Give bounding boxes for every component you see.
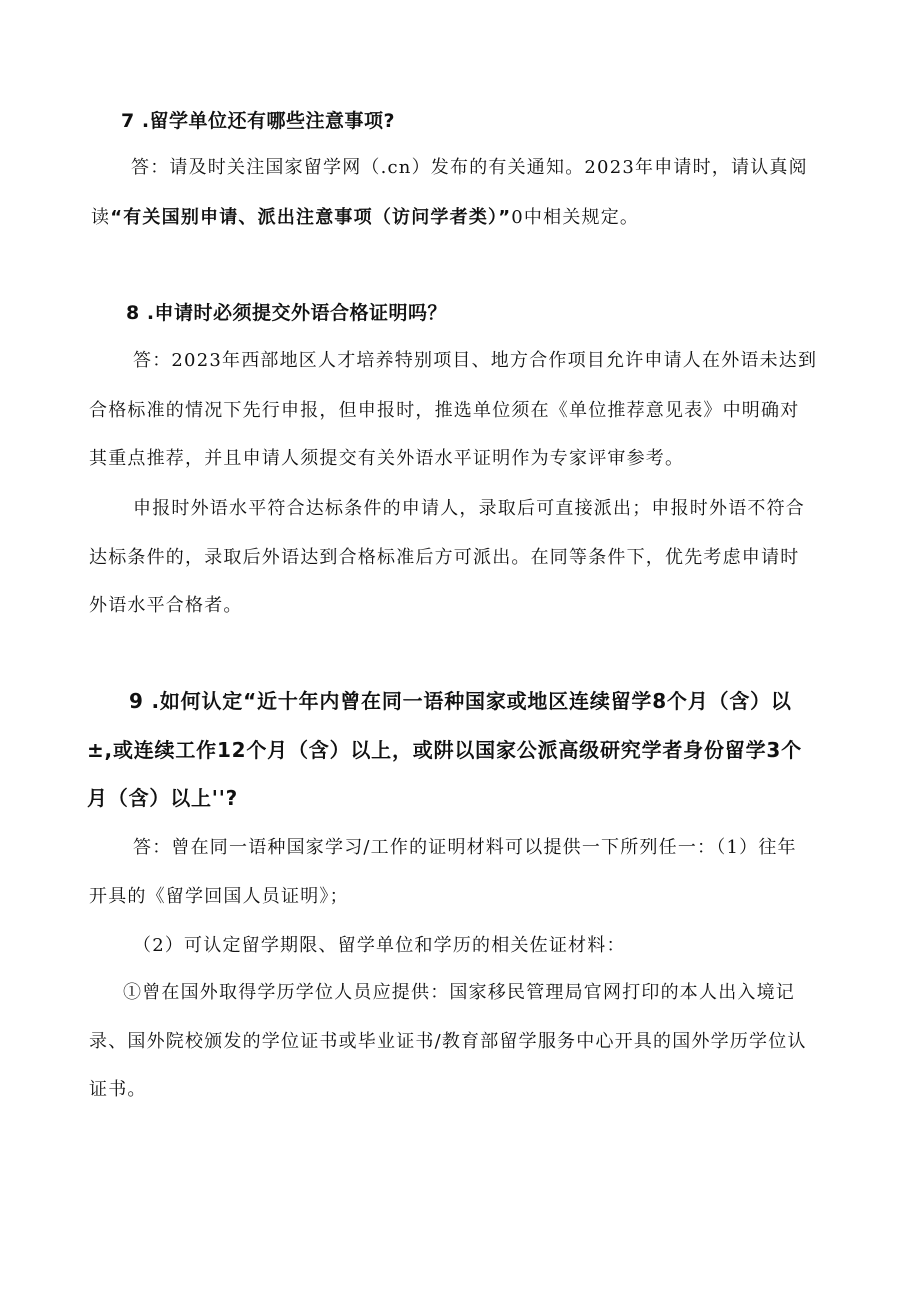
answer-text-prefix: 读 <box>91 207 111 228</box>
question-9-title-line-2: ±,或连续工作12个月（含）以上，或阱以国家公派高级研究学者身份留学3个 <box>87 738 802 762</box>
question-8-answer-line-5: 达标条件的，录取后外语达到合格标准后方可派出。在同等条件下，优先考虑申请时 <box>89 547 800 568</box>
question-7-title: 7 .留学单位还有哪些注意事项? <box>121 110 396 132</box>
answer-text-suffix: 0中相关规定。 <box>511 207 640 228</box>
question-9-title-line-3: 月（含）以上''? <box>87 786 239 810</box>
question-9-answer-line-2: 开具的《留学回国人员证明》； <box>89 886 349 907</box>
question-8-answer-line-2: 合格标准的情况下先行申报，但申报时，推选单位须在《单位推荐意见表》中明确对 <box>89 400 800 421</box>
question-8-title: 8 .申请时必须提交外语合格证明吗？ <box>126 302 448 324</box>
question-9-answer-line-6: 证书。 <box>89 1079 147 1100</box>
question-9-answer-line-4: ①曾在国外取得学历学位人员应提供：国家移民管理局官网打印的本人出入境记 <box>123 982 795 1003</box>
question-8-answer-line-6: 外语水平合格者。 <box>89 595 243 616</box>
question-9-answer-line-1: 答：曾在同一语种国家学习/工作的证明材料可以提供一下所列任一：（1）往年 <box>133 837 797 858</box>
question-7-answer-line-1: 答：请及时关注国家留学网（.cn）发布的有关通知。2023年申请时，请认真阅 <box>131 157 808 178</box>
notice-title-emphasis: “有关国别申请、派出注意事项（访问学者类）” <box>110 207 512 228</box>
question-7-answer-line-2 <box>91 203 639 229</box>
question-8-answer-line-1: 答：2023年西部地区人才培养特别项目、地方合作项目允许申请人在外语未达到 <box>133 350 818 371</box>
question-9-answer-line-3: （2）可认定留学期限、留学单位和学历的相关佐证材料： <box>133 935 626 956</box>
question-9-answer-line-5: 录、国外院校颁发的学位证书或毕业证书/教育部留学服务中心开具的国外学历学位认 <box>89 1031 807 1052</box>
question-8-answer-line-4: 申报时外语水平符合达标条件的申请人，录取后可直接派出；申报时外语不符合 <box>133 498 805 519</box>
question-8-answer-line-3: 其重点推荐，并且申请人须提交有关外语水平证明作为专家评审参考。 <box>89 448 685 469</box>
question-9-title-line-1: 9 .如何认定“近十年内曾在同一语种国家或地区连续留学8个月（含）以 <box>129 689 792 713</box>
